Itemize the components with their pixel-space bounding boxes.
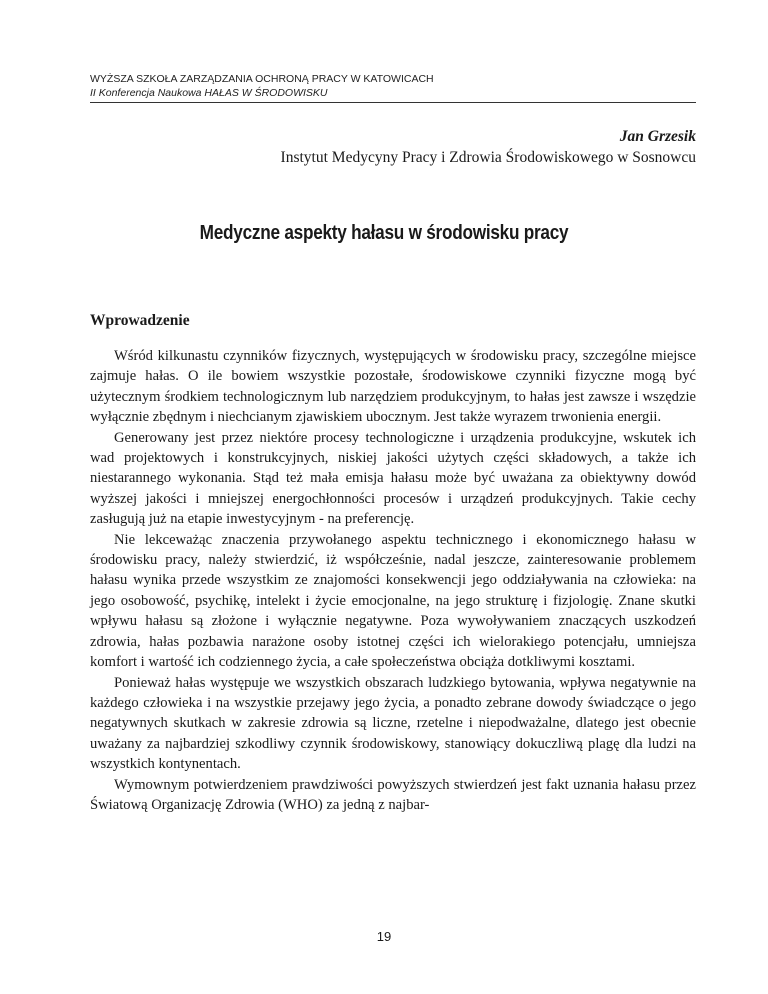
header-conference: II Konferencja Naukowa HAŁAS W ŚRODOWISKU (90, 87, 328, 99)
article-title: Medyczne aspekty hałasu w środowisku pracy (199, 222, 569, 244)
author-affiliation: Instytut Medycyny Pracy i Zdrowia Środowiskowego w Sosnowcu (280, 149, 696, 166)
paragraph: Wśród kilkunastu czynników fizycznych, występujących w środowisku pracy, szczególne miejsce zajmuje hałas. O ile bowiem wszystkie pozostałe, środowiskowe czynniki fizyczne mogą być użytecznym środkiem technologicznym lub narzędziem produkcyjnym, to hałas jest zawsze i wszędzie wyłącznie zbędnym i niechcianym zjawiskiem ubocznym. Jest także wyrazem trwonienia energii. (90, 348, 696, 426)
author-name: Jan Grzesik (619, 128, 696, 145)
paragraph: Ponieważ hałas występuje we wszystkich obszarach ludzkiego bytowania, wpływa negatywnie na każdego człowieka i na wszystkie przejawy jego życia, a ponadto zebrane dowody świadczące o jego negatywnych skutkach w zakresie zdrowia są liczne, rzetelne i niepodważalne, dlatego jest obecnie uważany za najbardziej szkodliwy czynnik środowiskowy, stanowiący dokuczliwą plagę dla ludzi na wszystkich kontynentach. (90, 674, 696, 773)
paragraph: Nie lekceważąc znaczenia przywołanego aspektu technicznego i ekonomicznego hałasu w środowisku pracy, należy stwierdzić, iż współcześnie, nadal jeszcze, zainteresowanie problemem hałasu wynika przede wszystkim ze znajomości konsekwencji jego oddziaływania na człowieka: na jego osobowość, psychikę, intelekt i życie emocjonalne, na jego strukturę i fizjologię. Znane skutki wpływu hałasu są złożone i wyłącznie negatywne. Poza wywoływaniem znaczących uszkodzeń zdrowia, hałas pozbawia narażone osoby istotnej części ich wielorakiego potencjału, umniejsza komfort i wartość ich codziennego życia, a całe społeczeństwa obciąża dotkliwymi kosztami. (90, 531, 696, 671)
header-institution: WYŻSZA SZKOŁA ZARZĄDZANIA OCHRONĄ PRACY W KATOWICACH (90, 73, 434, 85)
page-number: 19 (376, 929, 392, 944)
author-block (281, 126, 696, 168)
header-divider (90, 102, 696, 103)
section-heading: Wprowadzenie (90, 312, 190, 329)
running-header (90, 72, 696, 100)
body-text (90, 346, 696, 815)
paragraph: Wymownym potwierdzeniem prawdziwości powyższych stwierdzeń jest fakt uznania hałasu przez Światową Organizację Zdrowia (WHO) za jedną z najbar- (90, 776, 696, 813)
paragraph: Generowany jest przez niektóre procesy technologiczne i urządzenia produkcyjne, wskutek ich wad projektowych i konstrukcyjnych, niskiej jakości użytych części składowych, a także ich niestarannego wykonania. Stąd też mała emisja hałasu może być uważana za obiektywny dowód wyższej jakości i mniejszej energochłonności procesów i urządzeń produkcyjnych. Takie cechy zasługują już na etapie inwestycyjnym - na preferencję. (90, 429, 696, 528)
